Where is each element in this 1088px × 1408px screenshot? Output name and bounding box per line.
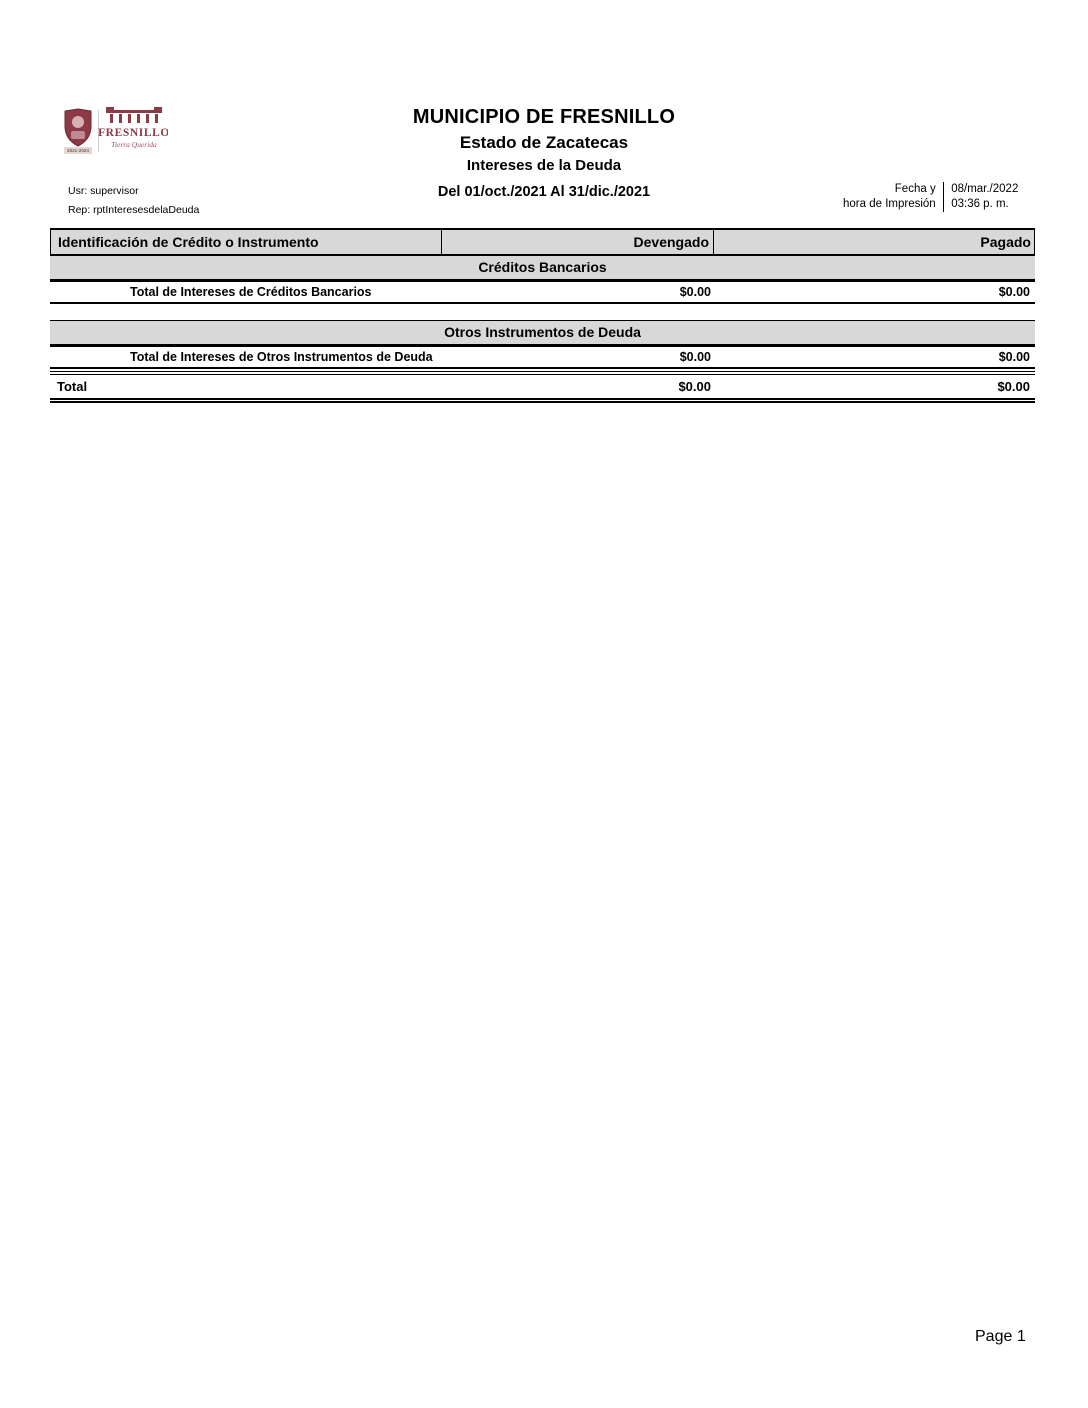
report-state: Estado de Zacatecas	[459, 133, 629, 152]
section-gap	[50, 304, 1035, 320]
logo-years: 2021-2024	[67, 148, 89, 153]
section-header-creditos-bancarios: Créditos Bancarios	[50, 256, 1035, 282]
section-header-otros-instrumentos: Otros Instrumentos de Deuda	[50, 320, 1035, 347]
row-pagado: $0.00	[998, 350, 1030, 364]
debt-interest-table	[50, 228, 1035, 403]
table-header-row	[50, 228, 1035, 256]
print-date-value: 08/mar./2022	[951, 183, 1019, 195]
table-row-creditos-total	[50, 282, 1035, 304]
row-label: Total de Intereses de Otros Instrumentos de Deuda	[130, 350, 433, 364]
row-devengado: $0.00	[679, 285, 711, 299]
row-devengado: $0.00	[679, 350, 711, 364]
print-date-label: Fecha y	[894, 183, 936, 195]
report-period: Del 01/oct./2021 Al 31/dic./2021	[437, 184, 651, 200]
total-devengado: $0.00	[678, 379, 711, 394]
total-pagado: $0.00	[997, 379, 1030, 394]
report-id-label: Rep: rptInteresesdelaDeuda	[68, 204, 200, 216]
user-meta-block	[68, 182, 199, 220]
user-label: Usr: supervisor	[68, 185, 139, 197]
page-number: Page 1	[975, 1328, 1026, 1345]
report-name: Intereses de la Deuda	[466, 157, 622, 174]
logo-tagline: Tierra Querida	[111, 140, 157, 149]
table-grand-total-row	[50, 371, 1035, 403]
row-label: Total de Intereses de Créditos Bancarios	[130, 285, 372, 299]
header-cell-pagado: Pagado	[713, 230, 1036, 254]
report-title: MUNICIPIO DE FRESNILLO	[412, 106, 676, 128]
header-cell-identification: Identificación de Crédito o Instrumento	[58, 234, 319, 250]
total-label: Total	[57, 379, 88, 394]
header-cell-devengado: Devengado	[441, 230, 713, 254]
print-datetime-values	[951, 182, 1018, 212]
logo-wordmark-text: FRESNILLO	[98, 127, 168, 139]
row-pagado: $0.00	[998, 285, 1030, 299]
print-datetime-labels	[843, 182, 936, 212]
print-time-value: 03:36 p. m.	[951, 198, 1009, 210]
print-datetime-block	[843, 182, 1018, 212]
print-time-label: hora de Impresión	[843, 198, 936, 210]
print-datetime-divider	[943, 182, 945, 212]
table-row-otros-total	[50, 347, 1035, 369]
